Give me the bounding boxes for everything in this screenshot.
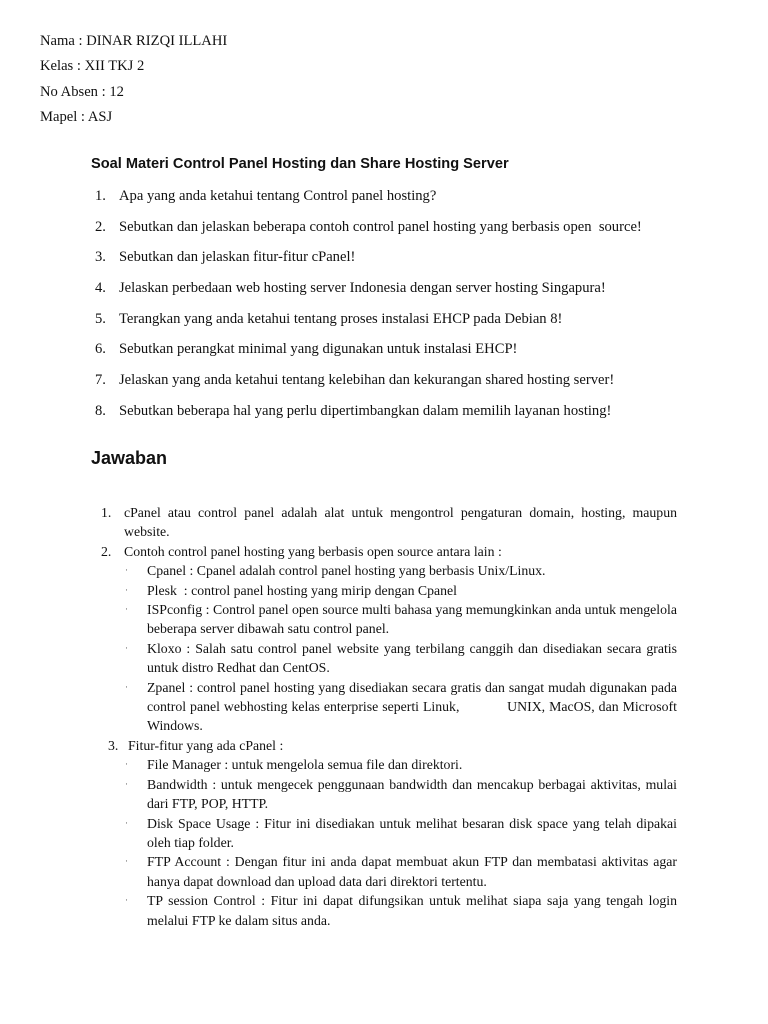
question-number: 5. <box>95 310 106 327</box>
bullet-marker: · <box>125 759 128 770</box>
question-number: 2. <box>95 218 106 235</box>
bullet-text-line: melalui FTP ke dalam situs anda. <box>147 912 331 928</box>
bullet-text-line: File Manager : untuk mengelola semua file dan direktori. <box>147 757 463 773</box>
answer-item <box>0 542 768 561</box>
nama-line: Nama : DINAR RIZQI ILLAHI <box>40 33 228 49</box>
answer-number: 3. <box>108 737 119 753</box>
question-number: 1. <box>95 188 106 204</box>
question-item <box>95 188 695 219</box>
bullet-marker: · <box>125 565 128 576</box>
bullet-text-line: hanya dapat download dan upload data dari direktori tertentu. <box>147 873 487 889</box>
bullet-text-line: FTP Account : Dengan fitur ini anda dapat membuat akun FTP dan membatasi aktivitas agar <box>147 854 677 870</box>
student-info <box>40 29 227 131</box>
absen-line: No Absen : 12 <box>40 83 124 100</box>
bullet-marker: · <box>125 584 128 595</box>
bullet-text-line: Disk Space Usage : Fitur ini disediakan untuk melihat besaran disk space yang telah dipakai <box>147 815 677 831</box>
bullet-item <box>125 891 677 930</box>
bullet-marker: · <box>125 642 128 653</box>
question-text: Apa yang anda ketahui tentang Control panel hosting? <box>119 188 437 204</box>
bullet-text-line: oleh tiap folder. <box>147 834 234 850</box>
question-number: 7. <box>95 372 106 389</box>
bullet-text-line: Plesk : control panel hosting yang mirip dengan Cpanel <box>147 582 457 598</box>
question-list <box>95 188 695 434</box>
bullet-item <box>125 852 677 891</box>
question-number: 6. <box>95 341 106 358</box>
bullet-item <box>125 600 677 639</box>
bullet-text-line: TP session Control : Fitur ini dapat difungsikan untuk melihat siapa saja yang tengah login <box>147 893 677 909</box>
question-text: Jelaskan perbedaan web hosting server Indonesia dengan server hosting Singapura! <box>119 280 606 297</box>
bullet-text-line: Windows. <box>147 718 203 734</box>
bullet-marker: · <box>125 604 128 615</box>
question-item <box>95 403 695 434</box>
question-item <box>95 249 695 280</box>
bullet-text-line: ISPconfig : Control panel open source multi bahasa yang memungkinkan anda untuk mengelola <box>147 602 677 618</box>
answer-list <box>0 503 768 930</box>
bullet-marker: · <box>125 817 128 828</box>
bullet-item <box>125 639 677 678</box>
bullet-text-line: Kloxo : Salah satu control panel website yang terbilang canggih dan disediakan secara gratis <box>147 640 677 656</box>
answer-number: 2. <box>101 543 112 559</box>
bullet-marker: · <box>125 895 128 906</box>
answers-heading: Jawaban <box>91 448 168 468</box>
question-item <box>95 311 695 342</box>
bullet-item <box>125 678 677 736</box>
questions-title: Soal Materi Control Panel Hosting dan Share Hosting Server <box>91 156 509 172</box>
bullet-text-line: dari FTP, POP, HTTP. <box>147 796 269 812</box>
bullet-text-line: beberapa server dibawah satu control panel. <box>147 621 390 637</box>
answer-number: 1. <box>101 505 112 520</box>
bullet-item <box>125 775 677 814</box>
question-number: 8. <box>95 402 106 419</box>
question-text: Jelaskan yang anda ketahui tentang kelebihan dan kekurangan shared hosting server! <box>119 372 615 389</box>
bullet-item <box>125 814 677 853</box>
question-text: Sebutkan perangkat minimal yang digunakan untuk instalasi EHCP! <box>119 341 518 358</box>
bullet-marker: · <box>125 778 128 789</box>
question-item <box>95 341 695 372</box>
question-item <box>95 372 695 403</box>
mapel-line: Mapel : ASJ <box>40 109 113 126</box>
bullet-text-line: Zpanel : control panel hosting yang disediakan secara gratis dan sangat mudah digunakan pada <box>147 679 677 695</box>
question-text: Sebutkan dan jelaskan beberapa contoh control panel hosting yang berbasis open source! <box>119 218 642 235</box>
question-number: 4. <box>95 280 106 297</box>
bullet-text-line: untuk distro Redhat dan CentOS. <box>147 660 330 676</box>
answer-intro: Fitur-fitur yang ada cPanel : <box>128 737 284 753</box>
answer-intro: Contoh control panel hosting yang berbasis open source antara lain : <box>124 543 502 559</box>
answer-text-line: cPanel atau control panel adalah alat untuk mengontrol pengaturan domain, hosting, maupun <box>124 505 677 520</box>
question-text: Sebutkan beberapa hal yang perlu dipertimbangkan dalam memilih layanan hosting! <box>119 402 612 419</box>
bullet-marker: · <box>125 681 128 692</box>
bullet-text-line: Cpanel : Cpanel adalah control panel hosting yang berbasis Unix/Linux. <box>147 563 546 579</box>
answer-text-line: website. <box>124 524 170 540</box>
kelas-line: Kelas : XII TKJ 2 <box>40 58 145 75</box>
answer-item <box>0 503 768 542</box>
question-item <box>95 280 695 311</box>
bullet-marker: · <box>125 856 128 867</box>
question-text: Sebutkan dan jelaskan fitur-fitur cPanel! <box>119 249 356 266</box>
bullet-text-line: Bandwidth : untuk mengecek penggunaan bandwidth dan mencakup berbagai aktivitas, mulai <box>147 776 677 792</box>
question-item <box>95 219 695 250</box>
answer-item <box>0 736 768 755</box>
question-text: Terangkan yang anda ketahui tentang proses instalasi EHCP pada Debian 8! <box>119 310 563 327</box>
bullet-item <box>125 581 677 600</box>
question-number: 3. <box>95 249 106 266</box>
bullet-text-line: control panel webhosting kelas enterprise seperti Linuk, UNIX, MacOS, dan Microsoft <box>147 699 677 715</box>
bullet-item <box>125 561 677 580</box>
bullet-item <box>125 755 677 774</box>
